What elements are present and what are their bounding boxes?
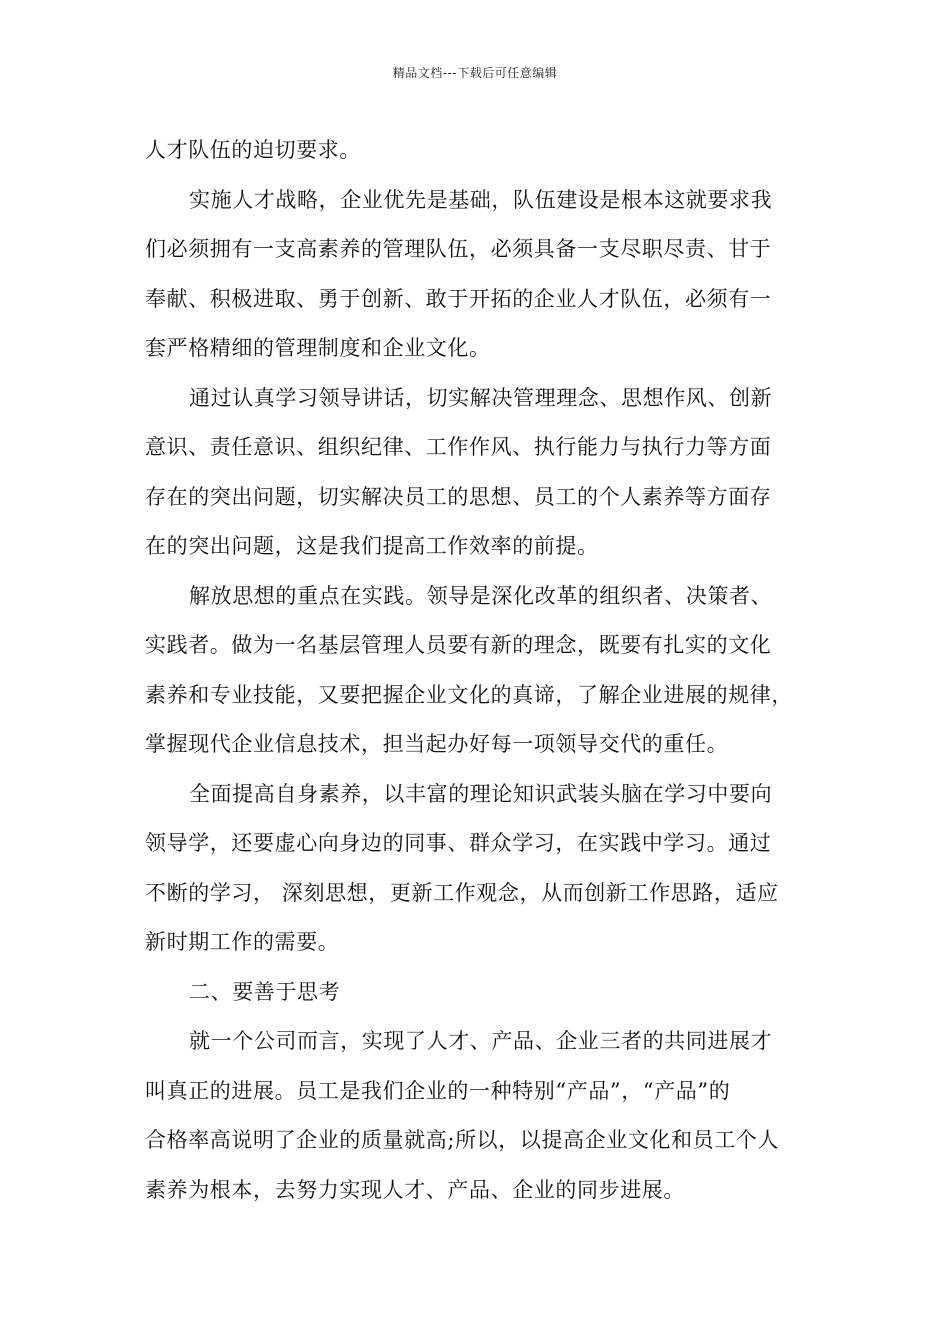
paragraph (145, 374, 825, 572)
text-line: 奉献、积极进取、勇于创新、敢于开拓的企业人才队伍，必须有一 (145, 286, 772, 311)
text-line: 不断的学习， 深刻思想，更新工作观念，从而创新工作思路，适应 (145, 880, 779, 905)
text-line: 叫真正的进展。员工是我们企业的一种特别“产品”，“产品”的 (145, 1078, 731, 1103)
text-line: 们必须拥有一支高素养的管理队伍，必须具备一支尽职尽责、甘于 (145, 237, 772, 261)
text-line: 套严格精细的管理制度和企业文化。 (145, 336, 491, 360)
text-line: 素养和专业技能，又要把握企业文化的真谛，了解企业进展的规律， (145, 682, 793, 707)
text-line: 存在的突出问题，切实解决员工的思想、员工的个人素养等方面存 (145, 484, 772, 509)
text-line: 掌握现代企业信息技术，担当起办好每一项领导交代的重任。 (145, 732, 729, 756)
paragraph (145, 572, 825, 770)
page-header: 精品文档---下载后可任意编辑 (392, 66, 558, 80)
paragraph (145, 968, 825, 1018)
text-line: 全面提高自身素养，以丰富的理论知识武装头脑在学习中要向 (189, 781, 773, 806)
text-line: 二、要善于思考 (189, 979, 341, 1004)
text-line: 合格率高说明了企业的质量就高;所以，以提高企业文化和员工个人 (145, 1128, 780, 1152)
text-line: 就一个公司而言，实现了人才、产品、企业三者的共同进展才 (189, 1029, 773, 1053)
text-line: 人才队伍的迫切要求。 (145, 138, 361, 162)
text-line: 素养为根本，去努力实现人才、产品、企业的同步进展。 (145, 1177, 685, 1202)
text-line: 新时期工作的需要。 (145, 930, 340, 954)
text-line: 解放思想的重点在实践。领导是深化改革的组织者、决策者、 (189, 583, 773, 608)
text-line: 实践者。做为一名基层管理人员要有新的理念，既要有扎实的文化 (145, 633, 772, 657)
document-body (145, 126, 825, 1215)
text-line: 意识、责任意识、组织纪律、工作作风、执行能力与执行力等方面 (145, 435, 772, 459)
paragraph (145, 1017, 825, 1215)
text-line: 领导学，还要虚心向身边的同事、群众学习，在实践中学习。通过 (145, 831, 772, 855)
text-line: 实施人才战略，企业优先是基础，队伍建设是根本这就要求我 (189, 187, 773, 212)
text-line: 通过认真学习领导讲话，切实解决管理理念、思想作风、创新 (189, 385, 773, 410)
paragraph (145, 176, 825, 374)
paragraph (145, 770, 825, 968)
text-line: 在的突出问题，这是我们提高工作效率的前提。 (145, 534, 599, 558)
paragraph (145, 126, 825, 176)
